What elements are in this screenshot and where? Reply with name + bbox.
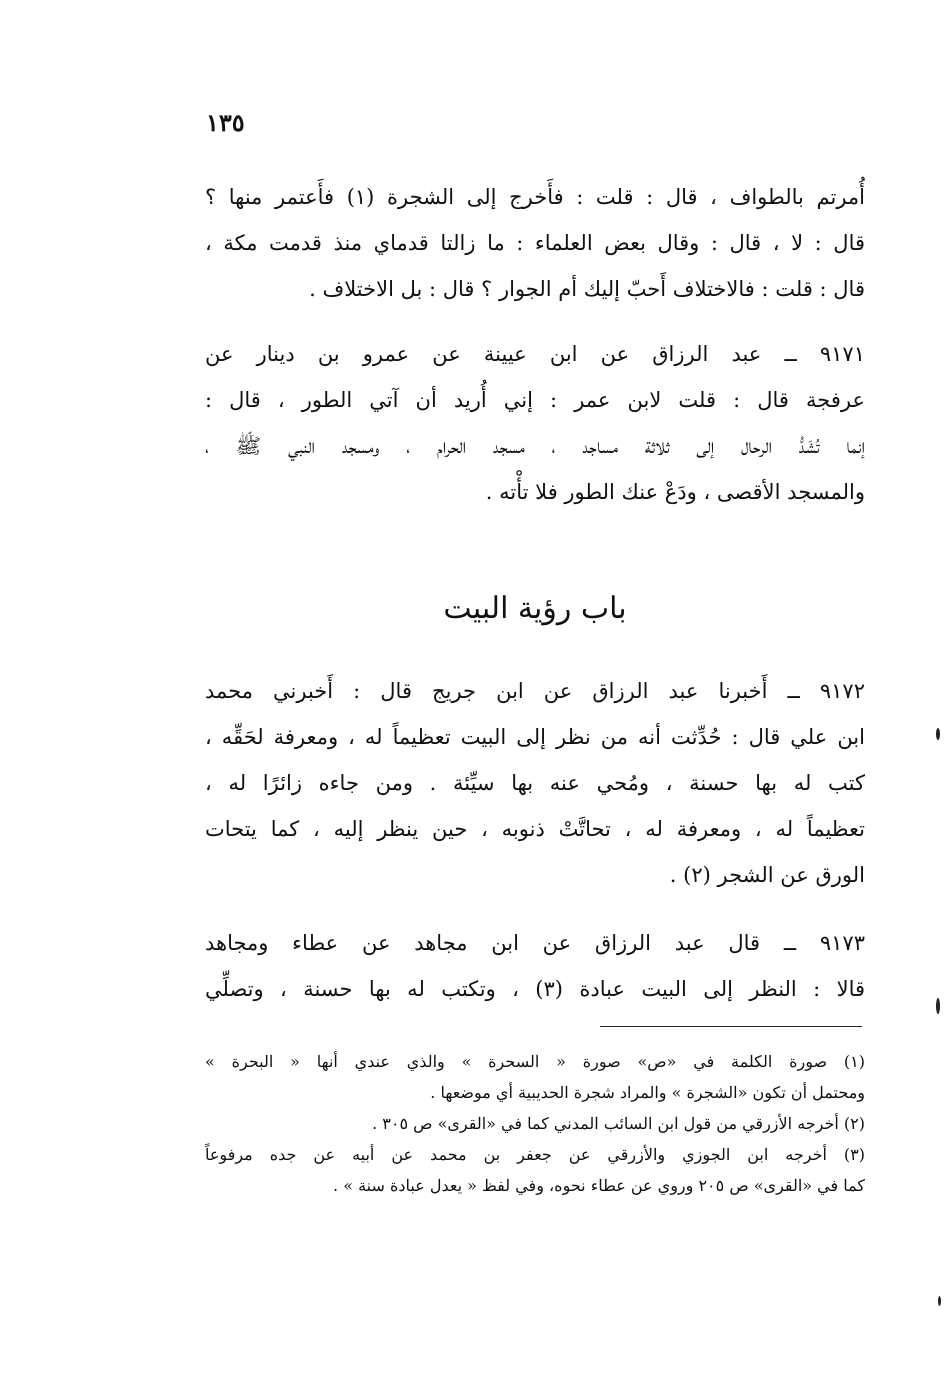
footnotes: [205, 1046, 865, 1201]
hadith-9173: [205, 920, 865, 1012]
text-line: كتب له بها حسنة ، ومُحي عنه بها سيِّئة . ومن جاءه زائرًا له ،: [205, 771, 865, 795]
text-line: ٩١٧٢ ــ أَخبرنا عبد الرزاق عن ابن جريج قال : أَخبرني محمد: [205, 679, 865, 703]
hadith-9172: [205, 668, 865, 898]
chapter-heading: باب رؤية البيت: [443, 591, 627, 626]
text-line: ٩١٧١ ــ عبد الرزاق عن ابن عيينة عن عمرو بن دينار عن: [205, 342, 865, 366]
text-line: عرفجة قال : قلت لابن عمر : إني أُريد أن آتي الطور ، قال :: [205, 388, 865, 412]
footnote-line: (١) صورة الكلمة في «ص» صورة « السحرة » والذي عندي أنها « البحرة »: [205, 1052, 865, 1071]
text-line: قال : لا ، قال : وقال بعض العلماء : ما زالتا قدماي منذ قدمت مكة ،: [205, 231, 865, 255]
scan-speck: [938, 1296, 941, 1306]
scan-speck: [936, 998, 940, 1014]
text-line: قالا : النظر إلى البيت عبادة (٣) ، وتكتب له بها حسنة ، وتصلِّي: [205, 977, 865, 1001]
text-line: ٩١٧٣ ــ قال عبد الرزاق عن ابن مجاهد عن عطاء ومجاهد: [205, 931, 865, 955]
footnote-line: كما في «القرى» ص ٢٠٥ وروي عن عطاء نحوه، وفي لفظ « يعدل عبادة سنة » .: [333, 1176, 865, 1195]
footnote-line: ومحتمل أن تكون «الشجرة » والمراد شجرة الحديبية أي موضعها .: [430, 1083, 865, 1102]
footnote-line: (٣) أخرجه ابن الجوزي والأزرقي عن جعفر بن محمد عن أبيه عن جده مرفوعاً: [205, 1145, 865, 1164]
text-line: أُمرتم بالطواف ، قال : قلت : فأَخرج إلى الشجرة (١) فأَعتمر منها ؟: [205, 185, 865, 209]
scan-speck: [936, 728, 940, 740]
page-number: ١٣٥: [206, 108, 245, 137]
hadith-9171: [205, 331, 865, 515]
paragraph-continuation: [205, 174, 865, 312]
footnote-divider: [600, 1026, 862, 1027]
text-line: والمسجد الأقصى ، ودَعْ عنك الطور فلا تأْته .: [485, 480, 865, 504]
text-line: الورق عن الشجر (٢) .: [669, 863, 865, 887]
text-line: إنما تُشَدُّ الرحال إلى ثلاثة مساجد ، مسجد الحرام ، ومسجد النبي ﷺ ،: [205, 434, 865, 458]
text-line: تعظيماً له ، ومعرفة له ، تحاتَّتْ ذنوبه ، حين ينظر إليه ، كما يتحات: [205, 817, 865, 841]
text-line: ابن علي قال : حُدِّثت أنه من نظر إلى البيت تعظيماً له ، ومعرفة لحَقِّه ،: [205, 725, 865, 749]
text-line: قال : قلت : فالاختلاف أَحبّ إليك أم الجوار ؟ قال : بل الاختلاف .: [309, 277, 865, 301]
footnote-line: (٢) أخرجه الأزرقي من قول ابن السائب المدني كما في «القرى» ص ٣٠٥ .: [372, 1114, 865, 1133]
